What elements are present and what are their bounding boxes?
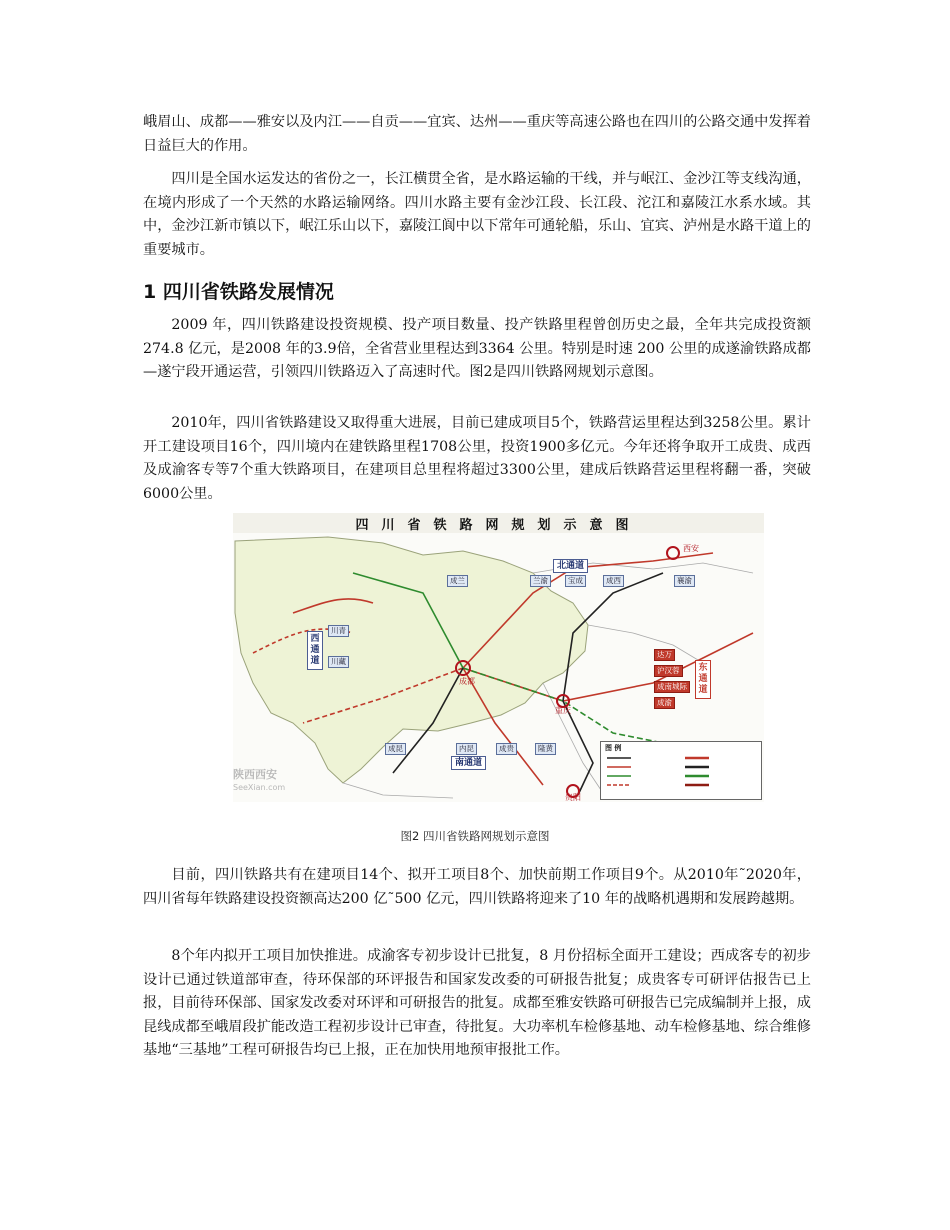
legend-title: 图 例 — [605, 744, 622, 752]
section-heading: 1 四川省铁路发展情况 — [143, 281, 334, 303]
map-title-band — [233, 513, 764, 534]
map-watermark: 陕西西安 — [233, 768, 277, 781]
east-label-dawan: 达万 — [654, 649, 675, 661]
route-label-chuanqing: 川青 — [328, 625, 349, 637]
route-label-chuanzang: 川藏 — [328, 656, 349, 668]
paragraph-highway: 峨眉山、成都——雅安以及内江——自贡——宜宾、达州——重庆等高速公路也在四川的公路交通中发挥着日益巨大的作用。 — [143, 114, 811, 154]
paragraph-2010: 2010年，四川省铁路建设又取得重大进展，目前已建成项目5个，铁路营运里程达到3258公里。累计开工建设项目16个，四川境内在建铁路里程1708公里，投资1900多亿元。今年还将争取开工成贵、成西及成渝客专等7个重大铁路项目，在建项目总里程将超过3300公里，建成后铁路营运里程将翻一番，突破6000公里。 — [143, 415, 811, 502]
east-label-chengnan: 成南城际 — [654, 681, 690, 693]
route-label-xiangyu: 襄渝 — [674, 575, 695, 587]
route-label-chengxi: 成西 — [603, 575, 624, 587]
route-label-chenglan: 成兰 — [447, 575, 468, 587]
railway-map-figure — [233, 513, 764, 802]
map-legend — [600, 741, 762, 800]
city-guiyang: 贵阳 — [565, 793, 581, 802]
paragraph-2009: 2009 年，四川铁路建设投资规模、投产项目数量、投产铁路里程曾创历史之最，全年共完成投资额274.8 亿元，是2008 年的3.9倍，全省营业里程达到3364 公里。特别是时速 200 公里的成遂渝铁路成都—遂宁段开通运营，引领四川铁路迈入了高速时代。图2是四川铁路网规划示意图。 — [143, 317, 811, 380]
paragraph-projects: 8个年内拟开工项目加快推进。成渝客专初步设计已批复，8 月份招标全面开工建设；西成客专的初步设计已通过铁道部审查，待环保部的环评报告和国家发改委的可研报告批复；成贵客专可研评估报告已上报，目前待环保部、国家发改委对环评和可研报告的批复。成都至雅安铁路可研报告已完成编制并上报，成昆线成都至峨眉段扩能改造工程初步设计已审查，待批复。大功率机车检修基地、动车检修基地、综合维修基地“三基地”工程可研报告均已上报，正在加快用地预审报批工作。 — [143, 948, 811, 1058]
corridor-north: 北通道 — [553, 559, 588, 573]
map-watermark-url: SeeXian.com — [233, 783, 286, 792]
route-label-baocheng: 宝成 — [565, 575, 586, 587]
route-label-longhuang: 隆黄 — [535, 743, 556, 755]
east-label-chengyu: 成渝 — [654, 697, 675, 709]
corridor-west: 西通道 — [307, 631, 323, 670]
route-label-lanyu: 兰渝 — [530, 575, 551, 587]
route-label-chengkun: 成昆 — [385, 743, 406, 755]
route-label-chenggui: 成贵 — [496, 743, 517, 755]
city-xian: 西安 — [683, 544, 699, 553]
map-title: 四川省铁路网规划示意图 — [355, 518, 642, 533]
route-label-neikun: 内昆 — [456, 743, 477, 755]
corridor-south: 南通道 — [451, 756, 486, 770]
paragraph-current: 目前，四川铁路共有在建项目14个、拟开工项目8个、加快前期工作项目9个。从2010年˜2020年，四川省每年铁路建设投资额高达200 亿˜500 亿元，四川铁路将迎来了10 年的战略机遇期和发展跨越期。 — [143, 867, 811, 907]
east-label-huhanrong: 沪汉蓉 — [654, 665, 683, 677]
city-chengdu: 成都 — [459, 677, 475, 686]
corridor-east: 东通道 — [695, 660, 711, 699]
city-chongqing: 重庆 — [555, 706, 571, 715]
figure-caption: 图2 四川省铁路网规划示意图 — [400, 829, 550, 843]
paragraph-waterway: 四川是全国水运发达的省份之一，长江横贯全省，是水路运输的干线，并与岷江、金沙江等支线沟通，在境内形成了一个天然的水路运输网络。四川水路主要有金沙江段、长江段、沱江和嘉陵江水系水域。其中，金沙江新市镇以下，岷江乐山以下，嘉陵江阆中以下常年可通轮船，乐山、宜宾、泸州是水路干道上的重要城市。 — [143, 171, 811, 258]
